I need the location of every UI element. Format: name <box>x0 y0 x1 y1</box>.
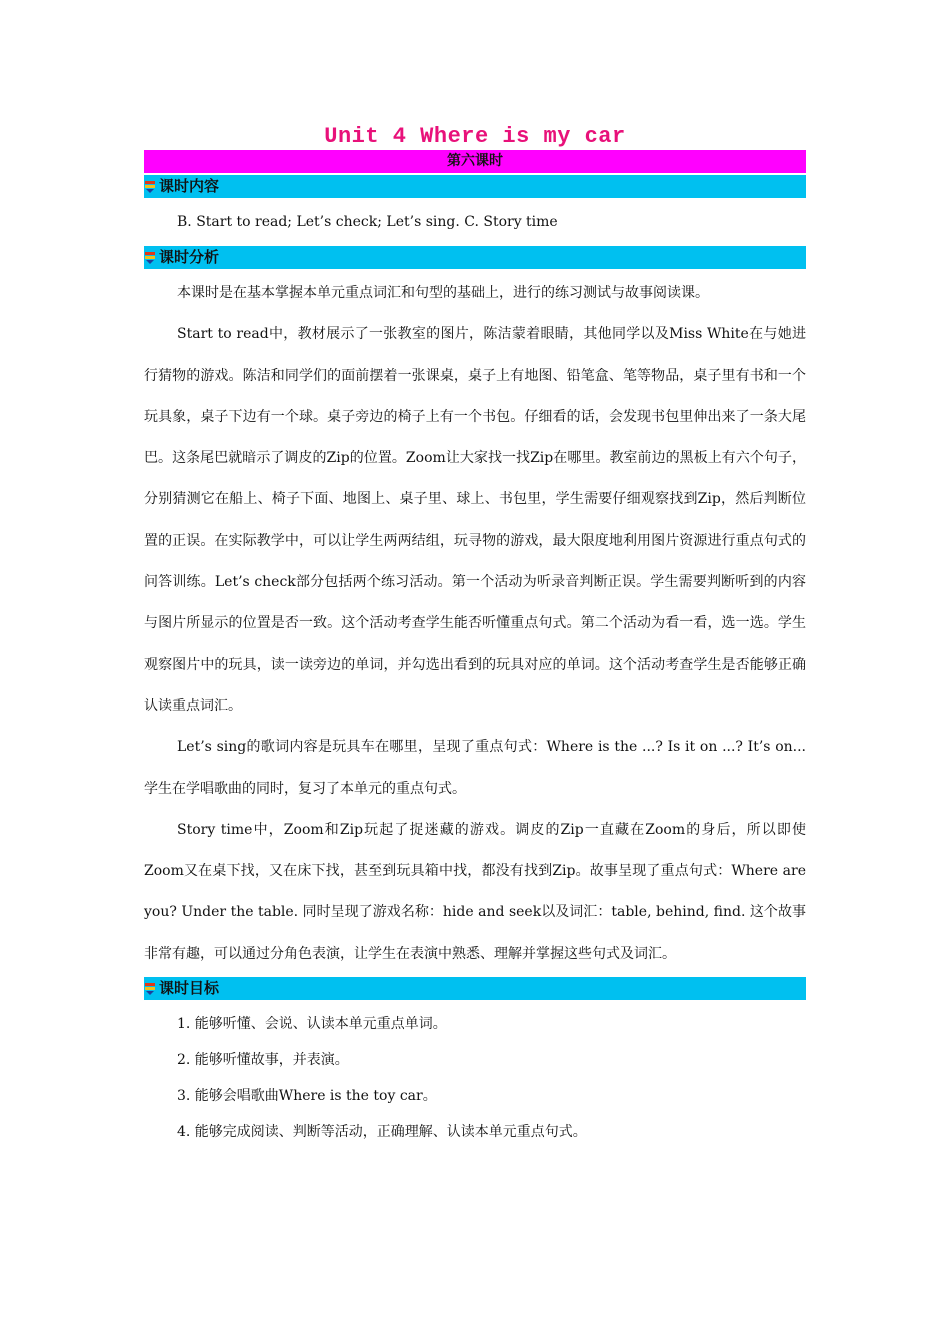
lesson-content-text: B. Start to read; Let’s check; Let’s sing. C. Story time <box>177 214 558 230</box>
goal-item: 3. 能够会唱歌曲Where is the toy car。 <box>177 1088 437 1105</box>
document-title: Unit 4 Where is my car <box>324 124 626 149</box>
lesson-number-bar <box>144 150 806 173</box>
section-heading: 课时目标 <box>159 979 220 998</box>
section-header-analysis <box>144 246 806 269</box>
bullet-marker-icon <box>144 982 158 996</box>
bullet-marker-icon <box>144 180 158 194</box>
analysis-paragraph: Start to read中，教材展示了一张教室的图片，陈洁蒙着眼睛，其他同学以及Miss White在与她进行猜物的游戏。陈洁和同学们的面前摆着一张课桌，桌子上有地图、铅笔盒、笔等物品，桌子里有书和一个玩具象，桌子下边有一个球。桌子旁边的椅子上有一个书包。仔细看的话，会发现书包里伸出来了一条大尾巴。这条尾巴就暗示了调皮的Zip的位置。Zoom让大家找一找Zip在哪里。教室前边的黑板上有六个句子，分别猜测它在船上、椅子下面、地图上、桌子里、球上、书包里，学生需要仔细观察找到Zip，然后判断位置的正误。在实际教学中，可以让学生两两结组，玩寻物的游戏，最大限度地利用图片资源进行重点句式的问答训练。Let’s check部分包括两个练习活动。第一个活动为听录音判断正误。学生需要判断听到的内容与图片所显示的位置是否一致。这个活动考查学生能否听懂重点句式。第二个活动为看一看，选一选。学生观察图片中的玩具，读一读旁边的单词，并勾选出看到的玩具对应的单词。这个活动考查学生是否能够正确认读重点词汇。 <box>144 326 806 714</box>
section-heading: 课时内容 <box>159 177 220 195</box>
goal-item: 1. 能够听懂、会说、认读本单元重点单词。 <box>177 1016 447 1033</box>
section-heading: 课时分析 <box>159 248 220 266</box>
lesson-number: 第六课时 <box>447 153 503 169</box>
goal-item: 4. 能够完成阅读、判断等活动，正确理解、认读本单元重点句式。 <box>177 1124 587 1141</box>
document-page <box>144 124 806 1142</box>
section-header-goals <box>144 977 806 1000</box>
bullet-marker-icon <box>144 251 158 265</box>
section-header-content <box>144 175 806 198</box>
goal-item: 2. 能够听懂故事，并表演。 <box>177 1052 349 1069</box>
analysis-paragraph: 本课时是在基本掌握本单元重点词汇和句型的基础上，进行的练习测试与故事阅读课。 <box>177 285 709 301</box>
analysis-paragraph: Let’s sing的歌词内容是玩具车在哪里，呈现了重点句式：Where is the ...? Is it on ...? It’s on... 学生在学唱歌曲的同时，复习了本单元的重点句式。 <box>144 739 806 797</box>
analysis-paragraph: Story time中，Zoom和Zip玩起了捉迷藏的游戏。调皮的Zip一直藏在Zoom的身后，所以即使Zoom又在桌下找，又在床下找，甚至到玩具箱中找，都没有找到Zip。故事呈现了重点句式：Where are you? Under the table. 同时呈现了游戏名称：hide and seek以及词汇：table, behind, find. 这个故事非常有趣，可以通过分角色表演，让学生在表演中熟悉、理解并掌握这些句式及词汇。 <box>144 821 806 962</box>
